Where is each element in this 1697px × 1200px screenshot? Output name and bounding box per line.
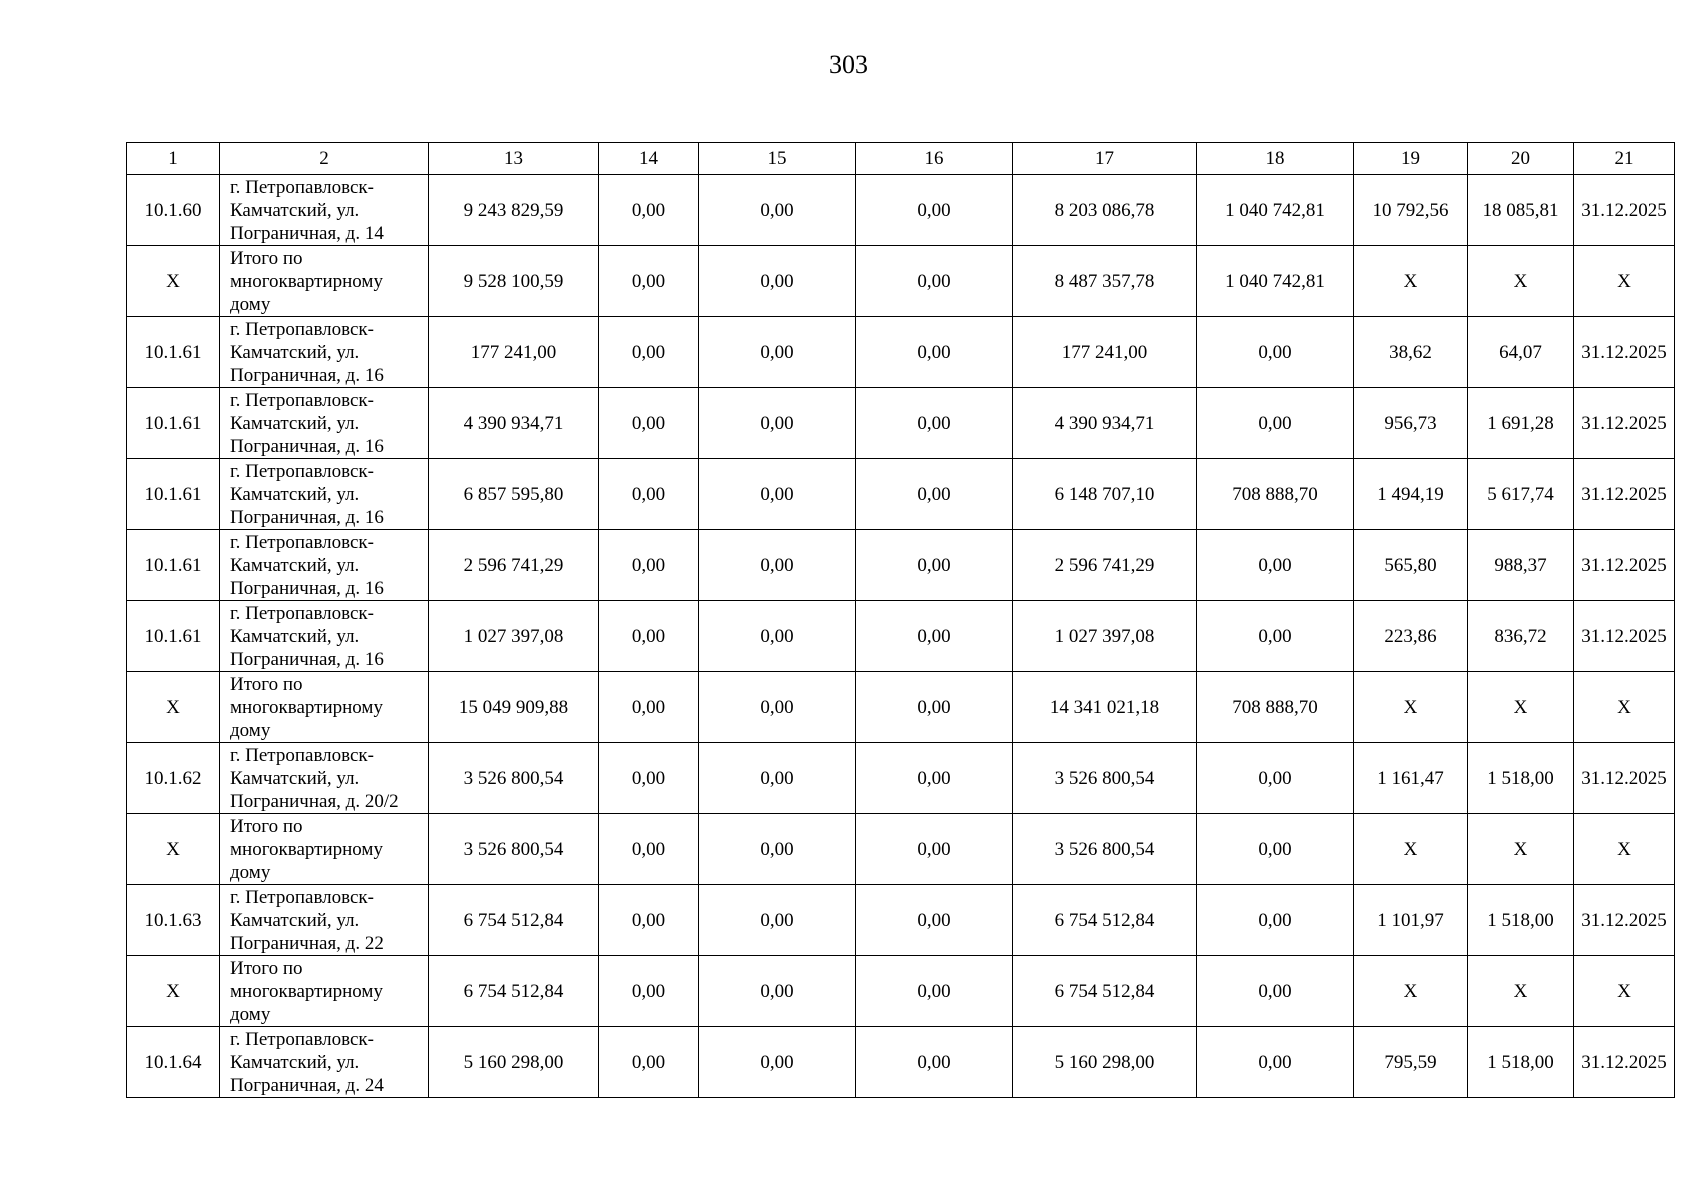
header-row (127, 143, 1675, 175)
table-cell: 0,00 (856, 246, 1013, 317)
table-cell: 0,00 (699, 388, 856, 459)
table-cell: 10.1.64 (127, 1027, 220, 1098)
table-cell: 64,07 (1468, 317, 1574, 388)
address-cell: г. Петропавловск- Камчатский, ул. Пограничная, д. 16 (220, 601, 429, 672)
table-cell: X (1574, 814, 1675, 885)
table-cell: 0,00 (699, 246, 856, 317)
data-table (126, 142, 1675, 1098)
table-cell: 836,72 (1468, 601, 1574, 672)
table-cell: 0,00 (1197, 601, 1354, 672)
table-cell: 9 528 100,59 (429, 246, 599, 317)
table-cell: 0,00 (856, 956, 1013, 1027)
table-cell: 5 160 298,00 (429, 1027, 599, 1098)
table-cell: 0,00 (1197, 885, 1354, 956)
table-row (127, 530, 1675, 601)
address-cell: г. Петропавловск- Камчатский, ул. Пограничная, д. 16 (220, 388, 429, 459)
table-cell: 0,00 (856, 1027, 1013, 1098)
table-cell: 31.12.2025 (1574, 459, 1675, 530)
table-cell: 1 691,28 (1468, 388, 1574, 459)
table-cell: 2 596 741,29 (1013, 530, 1197, 601)
column-header: 21 (1574, 143, 1675, 175)
table-cell: X (1354, 814, 1468, 885)
column-header: 13 (429, 143, 599, 175)
address-cell: Итого по многоквартирному дому (220, 246, 429, 317)
table-cell: 9 243 829,59 (429, 175, 599, 246)
table-cell: 0,00 (856, 459, 1013, 530)
table-cell: 1 027 397,08 (1013, 601, 1197, 672)
table-cell: 8 487 357,78 (1013, 246, 1197, 317)
column-header: 20 (1468, 143, 1574, 175)
table-cell: 0,00 (699, 530, 856, 601)
table-cell: 3 526 800,54 (429, 814, 599, 885)
table-cell: 10.1.61 (127, 317, 220, 388)
table-cell: 0,00 (599, 459, 699, 530)
table-body (127, 175, 1675, 1098)
table-cell: X (1468, 814, 1574, 885)
table-row (127, 246, 1675, 317)
table-row (127, 743, 1675, 814)
table-cell: 31.12.2025 (1574, 743, 1675, 814)
table-row (127, 814, 1675, 885)
table-cell: 0,00 (699, 459, 856, 530)
table-cell: 0,00 (856, 601, 1013, 672)
table-cell: 6 754 512,84 (429, 885, 599, 956)
table-cell: 2 596 741,29 (429, 530, 599, 601)
table-cell: 0,00 (1197, 956, 1354, 1027)
table-row (127, 317, 1675, 388)
table-row (127, 1027, 1675, 1098)
table-cell: 8 203 086,78 (1013, 175, 1197, 246)
column-header: 16 (856, 143, 1013, 175)
table-cell: 0,00 (599, 885, 699, 956)
table-cell: 0,00 (599, 246, 699, 317)
table-cell: X (1354, 672, 1468, 743)
table-cell: 6 148 707,10 (1013, 459, 1197, 530)
table-cell: 1 161,47 (1354, 743, 1468, 814)
column-header: 17 (1013, 143, 1197, 175)
table-cell: 0,00 (599, 814, 699, 885)
column-header: 19 (1354, 143, 1468, 175)
table-cell: 10.1.61 (127, 530, 220, 601)
table-cell: 177 241,00 (429, 317, 599, 388)
table-cell: 0,00 (599, 317, 699, 388)
table-cell: 31.12.2025 (1574, 601, 1675, 672)
table-cell: 0,00 (699, 956, 856, 1027)
table-cell: 0,00 (856, 672, 1013, 743)
table-cell: X (1468, 672, 1574, 743)
table-cell: 1 494,19 (1354, 459, 1468, 530)
table-cell: 0,00 (599, 743, 699, 814)
table-cell: X (1468, 956, 1574, 1027)
table-cell: 0,00 (1197, 317, 1354, 388)
table-row (127, 672, 1675, 743)
table-cell: X (1468, 246, 1574, 317)
table-cell: 0,00 (699, 1027, 856, 1098)
column-header: 15 (699, 143, 856, 175)
table-cell: X (1574, 956, 1675, 1027)
table-cell: 0,00 (699, 885, 856, 956)
address-cell: г. Петропавловск- Камчатский, ул. Пограничная, д. 24 (220, 1027, 429, 1098)
table-row (127, 956, 1675, 1027)
table-cell: 708 888,70 (1197, 672, 1354, 743)
table-cell: X (127, 246, 220, 317)
table-row (127, 885, 1675, 956)
table-cell: 4 390 934,71 (1013, 388, 1197, 459)
column-header: 18 (1197, 143, 1354, 175)
table-cell: 1 518,00 (1468, 743, 1574, 814)
table-cell: 0,00 (599, 672, 699, 743)
table-cell: 0,00 (599, 175, 699, 246)
table-cell: 10.1.61 (127, 601, 220, 672)
table-cell: 6 754 512,84 (429, 956, 599, 1027)
table-cell: 31.12.2025 (1574, 530, 1675, 601)
table-cell: 6 754 512,84 (1013, 885, 1197, 956)
table-cell: 0,00 (699, 601, 856, 672)
table-cell: 0,00 (1197, 388, 1354, 459)
table-header (127, 143, 1675, 175)
page-number: 303 (829, 50, 868, 79)
table-cell: 0,00 (856, 317, 1013, 388)
table-cell: 0,00 (856, 388, 1013, 459)
table-cell: 0,00 (699, 175, 856, 246)
table-cell: 31.12.2025 (1574, 317, 1675, 388)
address-cell: г. Петропавловск- Камчатский, ул. Пограничная, д. 14 (220, 175, 429, 246)
table-cell: 31.12.2025 (1574, 175, 1675, 246)
table-cell: 10.1.60 (127, 175, 220, 246)
table-cell: 0,00 (856, 885, 1013, 956)
table-cell: 3 526 800,54 (1013, 743, 1197, 814)
table-cell: 10 792,56 (1354, 175, 1468, 246)
table-cell: 708 888,70 (1197, 459, 1354, 530)
table-cell: 1 101,97 (1354, 885, 1468, 956)
table-cell: 15 049 909,88 (429, 672, 599, 743)
table-cell: 0,00 (699, 672, 856, 743)
table-cell: 0,00 (599, 1027, 699, 1098)
table-cell: 0,00 (599, 601, 699, 672)
table-cell: 6 857 595,80 (429, 459, 599, 530)
table-cell: 1 027 397,08 (429, 601, 599, 672)
address-cell: г. Петропавловск- Камчатский, ул. Пограничная, д. 16 (220, 317, 429, 388)
address-cell: г. Петропавловск- Камчатский, ул. Пограничная, д. 16 (220, 530, 429, 601)
table-cell: 1 040 742,81 (1197, 175, 1354, 246)
table-cell: 0,00 (1197, 814, 1354, 885)
table-cell: 10.1.61 (127, 459, 220, 530)
table-row (127, 601, 1675, 672)
address-cell: Итого по многоквартирному дому (220, 672, 429, 743)
table-cell: 956,73 (1354, 388, 1468, 459)
table-cell: 0,00 (856, 530, 1013, 601)
table-cell: 795,59 (1354, 1027, 1468, 1098)
table-cell: 988,37 (1468, 530, 1574, 601)
table-cell: 0,00 (599, 388, 699, 459)
table-cell: 0,00 (699, 743, 856, 814)
address-cell: Итого по многоквартирному дому (220, 956, 429, 1027)
table-cell: 5 160 298,00 (1013, 1027, 1197, 1098)
address-cell: Итого по многоквартирному дому (220, 814, 429, 885)
column-header: 1 (127, 143, 220, 175)
table-cell: 0,00 (856, 743, 1013, 814)
table-cell: 10.1.61 (127, 388, 220, 459)
table-cell: 38,62 (1354, 317, 1468, 388)
address-cell: г. Петропавловск- Камчатский, ул. Пограничная, д. 20/2 (220, 743, 429, 814)
table-cell: X (1354, 246, 1468, 317)
table-cell: X (1354, 956, 1468, 1027)
table-cell: 0,00 (1197, 1027, 1354, 1098)
column-header: 2 (220, 143, 429, 175)
table-cell: 0,00 (599, 530, 699, 601)
table-cell: X (1574, 246, 1675, 317)
table-cell: 0,00 (699, 317, 856, 388)
table-cell: 177 241,00 (1013, 317, 1197, 388)
table-cell: 14 341 021,18 (1013, 672, 1197, 743)
table-cell: 565,80 (1354, 530, 1468, 601)
table-cell: 6 754 512,84 (1013, 956, 1197, 1027)
table-cell: 0,00 (856, 814, 1013, 885)
table-cell: X (127, 672, 220, 743)
table-cell: 31.12.2025 (1574, 388, 1675, 459)
column-header: 14 (599, 143, 699, 175)
table-cell: 31.12.2025 (1574, 1027, 1675, 1098)
address-cell: г. Петропавловск- Камчатский, ул. Пограничная, д. 16 (220, 459, 429, 530)
table-cell: 0,00 (599, 956, 699, 1027)
table-cell: X (127, 814, 220, 885)
table-cell: 1 518,00 (1468, 885, 1574, 956)
table-row (127, 175, 1675, 246)
table-cell: 1 040 742,81 (1197, 246, 1354, 317)
table-cell: 0,00 (699, 814, 856, 885)
table-cell: 0,00 (856, 175, 1013, 246)
table-cell: 10.1.63 (127, 885, 220, 956)
table-cell: 223,86 (1354, 601, 1468, 672)
table-cell: 0,00 (1197, 743, 1354, 814)
table-cell: 0,00 (1197, 530, 1354, 601)
table-cell: X (1574, 672, 1675, 743)
table-cell: 3 526 800,54 (429, 743, 599, 814)
table-cell: 10.1.62 (127, 743, 220, 814)
table-cell: X (127, 956, 220, 1027)
table-cell: 31.12.2025 (1574, 885, 1675, 956)
table-cell: 1 518,00 (1468, 1027, 1574, 1098)
table-cell: 4 390 934,71 (429, 388, 599, 459)
table-cell: 5 617,74 (1468, 459, 1574, 530)
table-cell: 18 085,81 (1468, 175, 1574, 246)
table-row (127, 459, 1675, 530)
address-cell: г. Петропавловск- Камчатский, ул. Пограничная, д. 22 (220, 885, 429, 956)
table-cell: 3 526 800,54 (1013, 814, 1197, 885)
table-row (127, 388, 1675, 459)
